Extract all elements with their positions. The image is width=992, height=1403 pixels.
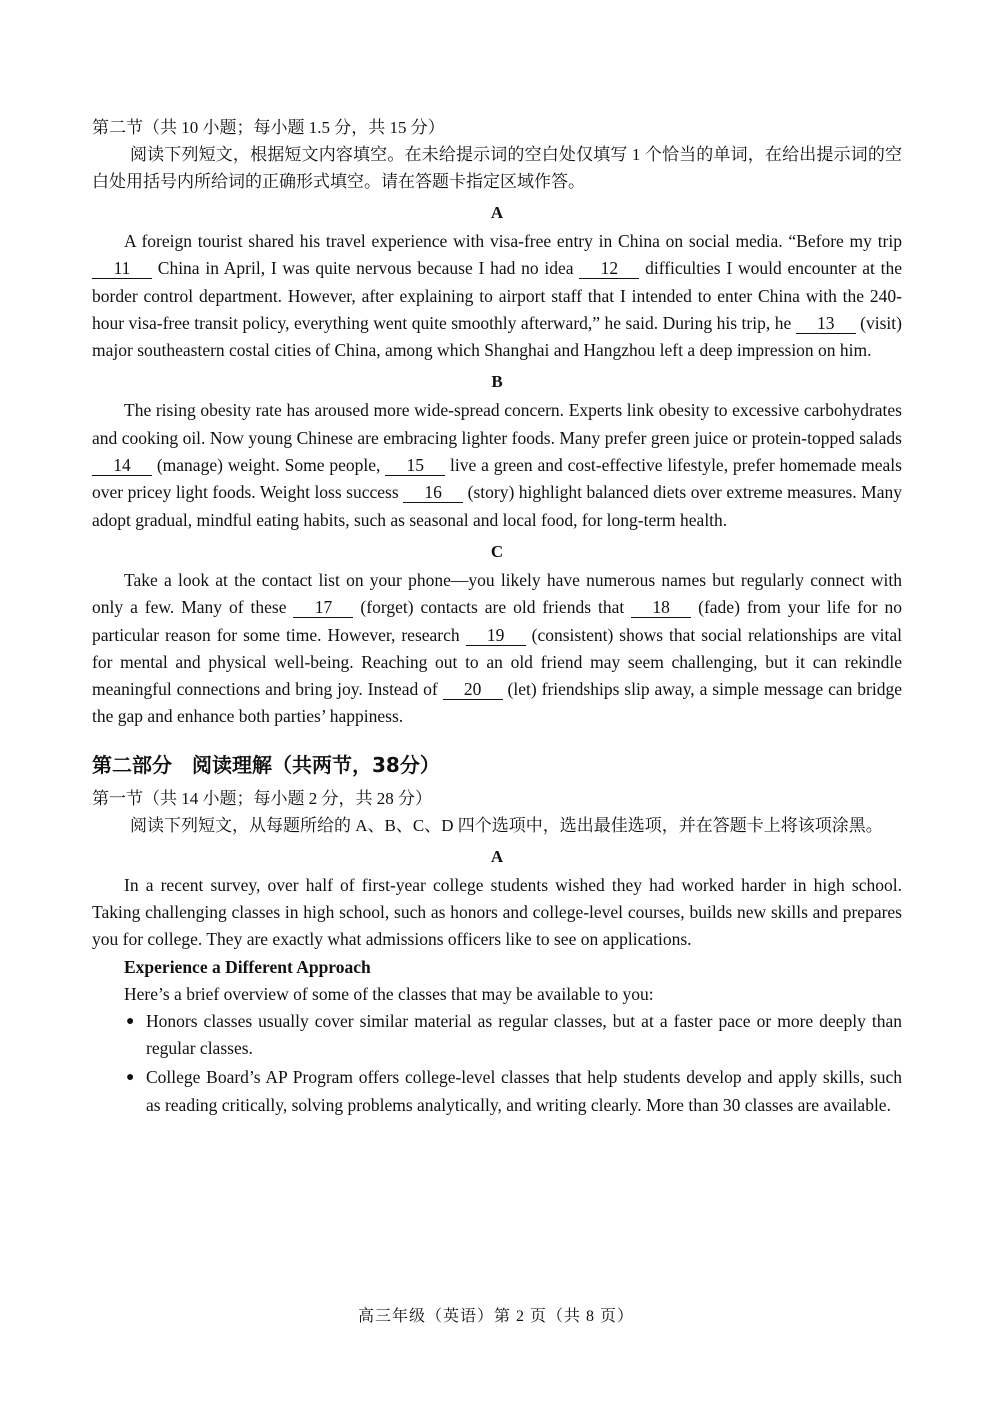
- section-heading: 第二节（共 10 小题；每小题 1.5 分，共 15 分）: [92, 118, 445, 137]
- cloze-paragraph: A foreign tourist shared his travel experience with visa-free entry in China on social media. “Before my trip 11 China in April, I was quite nervous because I had no idea 12 difficulties I would encounter at the border control department. However, after explaining to airport staff that I intended to enter China with the 240-hour visa-free transit policy, everything went quite smoothly afterward,” he said. During his trip, he 13 (visit) major southeastern costal cities of China, among which Shanghai and Hangzhou left a deep impression on him.: [92, 231, 902, 361]
- answer-blank: 19: [466, 625, 526, 646]
- exam-page: [92, 110, 902, 1121]
- answer-blank: 16: [403, 482, 463, 503]
- bullet-icon: ●: [126, 1070, 135, 1086]
- part-heading: 第二部分 阅读理解（共两节，38分）: [92, 752, 440, 777]
- list-item: ● Honors classes usually cover similar material as regular classes, but at a faster pace or more deeply than regular classes.: [124, 1008, 902, 1063]
- section-instruction: 阅读下列短文，根据短文内容填空。在未给提示词的空白处仅填写 1 个恰当的单词，在给出提示词的空白处用括号内所给词的正确形式填空。请在答题卡指定区域作答。: [92, 145, 902, 191]
- class-list: [92, 1008, 902, 1119]
- answer-blank: 17: [293, 597, 353, 618]
- answer-blank: 15: [385, 455, 445, 476]
- passage-letter: A: [490, 203, 504, 222]
- bullet-icon: ●: [126, 1013, 135, 1029]
- answer-blank: 12: [579, 258, 639, 279]
- answer-blank: 18: [631, 597, 691, 618]
- answer-blank: 20: [443, 679, 503, 700]
- passage-subheading: Experience a Different Approach: [124, 956, 371, 977]
- page-footer: 高三年级（英语）第 2 页（共 8 页）: [357, 1308, 634, 1325]
- answer-blank: 13: [796, 313, 856, 334]
- section-heading-reading: 第一节（共 14 小题；每小题 2 分，共 28 分）: [92, 788, 432, 808]
- cloze-paragraph: Take a look at the contact list on your phone—you likely have numerous names but regularly connect with only a few. Many of these 17 (forget) contacts are old friends that 18 (fade) from your life for no particular reason for some time. However, research 19 (consistent) shows that social relationships are vital for mental and physical well-being. Reaching out to an old friend may seem challenging, but it can rekindle meaningful connections and bring joy. Instead of 20 (let) friendships slip away, a simple message can bridge the gap and enhance both parties’ happiness.: [92, 569, 902, 727]
- answer-blank: 14: [92, 455, 152, 476]
- cloze-passages: [92, 199, 902, 731]
- passage-paragraph: In a recent survey, over half of first-year college students wished they had worked harder in high school. Taking challenging classes in high school, such as honors and college-level courses, builds new skills and prepares you for college. They are exactly what admissions officers like to see on applications.: [92, 874, 902, 950]
- passage-intro: Here’s a brief overview of some of the classes that may be available to you:: [124, 983, 654, 1004]
- list-item: ● College Board’s AP Program offers college-level classes that help students develop and apply skills, such as reading critically, solving problems analytically, and writing clearly. More than 30 classes are available.: [124, 1064, 902, 1119]
- answer-blank: 11: [92, 258, 152, 279]
- cloze-paragraph: The rising obesity rate has aroused more wide-spread concern. Experts link obesity to excessive carbohydrates and cooking oil. Now young Chinese are embracing lighter foods. Many prefer green juice or protein-topped salads 14 (manage) weight. Some people, 15 live a green and cost-effective lifestyle, prefer homemade meals over pricey light foods. Weight loss success 16 (story) highlight balanced diets over extreme measures. Many adopt gradual, mindful eating habits, such as seasonal and local food, for long-term health.: [92, 400, 902, 530]
- passage-letter: B: [491, 372, 503, 392]
- passage-letter: A: [490, 846, 504, 866]
- passage-letter: C: [490, 541, 504, 561]
- reading-instruction: 阅读下列短文，从每题所给的 A、B、C、D 四个选项中，选出最佳选项，并在答题卡上将该项涂黑。: [130, 815, 883, 835]
